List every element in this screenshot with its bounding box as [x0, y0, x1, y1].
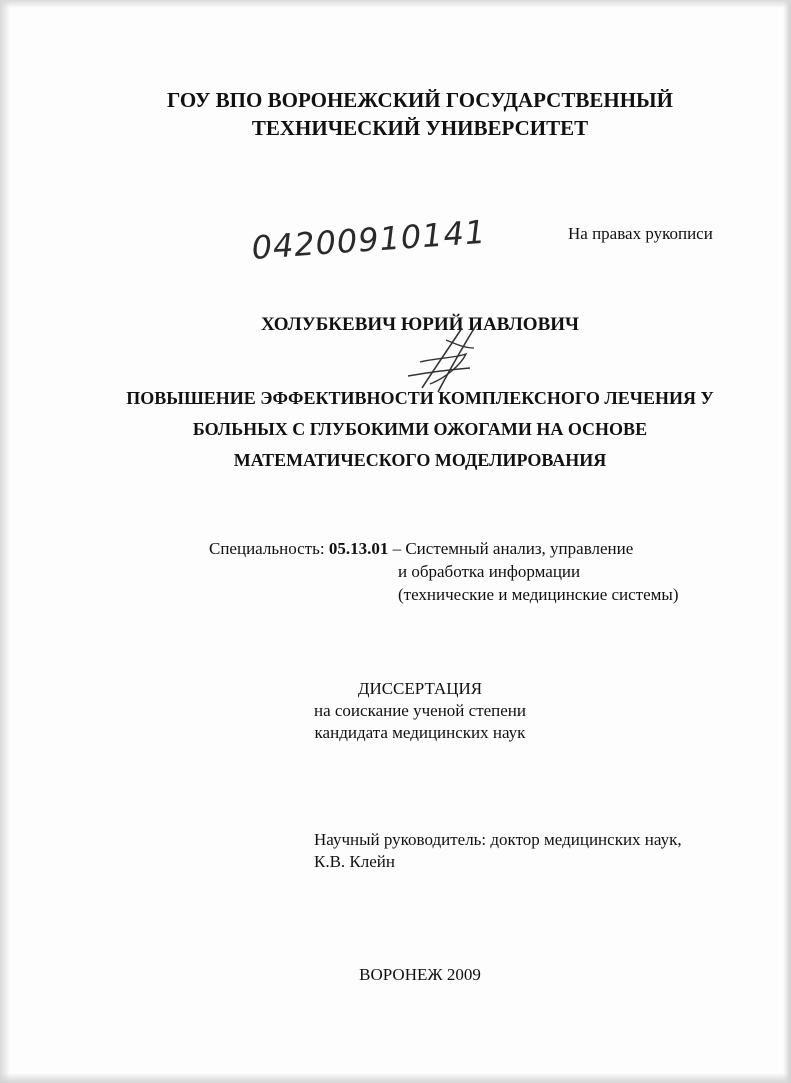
scan-edge-left: [0, 0, 10, 1083]
author-name: ХОЛУБКЕВИЧ ЮРИЙ ПАВЛОВИЧ: [261, 314, 579, 335]
institution-heading: [100, 86, 740, 142]
scan-edge-top: [0, 0, 791, 8]
institution-line-2: ТЕХНИЧЕСКИЙ УНИВЕРСИТЕТ: [251, 116, 589, 140]
degree-block: [290, 678, 550, 744]
scan-edge-right: [783, 0, 791, 1083]
specialty-line-2: и обработка информации: [398, 562, 581, 581]
specialty-code: 05.13.01: [328, 539, 389, 558]
manuscript-rights-note: На правах рукописи: [568, 224, 713, 243]
title-line-1: ПОВЫШЕНИЕ ЭФФЕКТИВНОСТИ КОМПЛЕКСНОГО ЛЕЧЕНИЯ У: [126, 388, 714, 408]
scan-edge-bottom: [0, 1073, 791, 1083]
specialty-block: [209, 537, 769, 606]
signature-stroke-1: [408, 368, 470, 376]
signature-stroke-3: [438, 322, 478, 392]
city-year: ВОРОНЕЖ 2009: [359, 965, 481, 984]
specialty-label: Специальность:: [209, 539, 325, 558]
institution-line-1: ГОУ ВПО ВОРОНЕЖСКИЙ ГОСУДАРСТВЕННЫЙ: [167, 88, 673, 112]
supervisor-line-2: К.В. Клейн: [314, 852, 395, 871]
degree-heading: ДИССЕРТАЦИЯ: [357, 679, 483, 698]
degree-line-1: на соискание ученой степени: [313, 701, 527, 720]
dissertation-title: [100, 383, 740, 476]
supervisor-line-1: Научный руководитель: доктор медицинских наук,: [314, 830, 682, 849]
specialty-row-1: [209, 537, 769, 560]
title-line-2: БОЛЬНЫХ С ГЛУБОКИМИ ОЖОГАМИ НА ОСНОВЕ: [192, 419, 648, 439]
supervisor-block: [314, 829, 754, 873]
title-line-3: МАТЕМАТИЧЕСКОГО МОДЕЛИРОВАНИЯ: [233, 450, 607, 470]
handwritten-archive-number: 04200910141: [250, 212, 488, 267]
specialty-line-3: (технические и медицинские системы): [398, 585, 679, 604]
degree-line-2: кандидата медицинских наук: [314, 723, 526, 742]
specialty-line-1: – Системный анализ, управление: [392, 539, 634, 558]
